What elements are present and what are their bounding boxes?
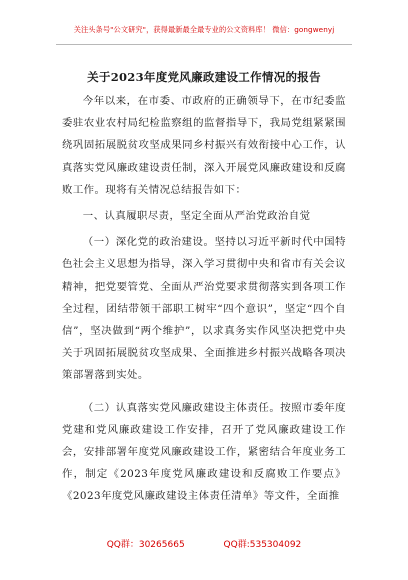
- document-body: [62, 90, 346, 508]
- footer-contact: [0, 537, 408, 550]
- intro-paragraph: 今年以来，在市委、市政府的正确领导下，在市纪委监委驻农业农村局纪检监察组的监督指导下，我局党组紧紧围绕巩固拓展脱贫攻坚成果同乡村振兴有效衔接中心工作，认真落实党风廉政建设责任制，深入开展党风廉政建设和反腐败工作。现将有关情况总结报告如下：: [62, 95, 346, 196]
- footer-qq-group-2: QQ群:535304092: [223, 540, 302, 550]
- header-banner: 关注头条号"公文研究"，获得最新最全最专业的公文资料库！ 微信：gongwenyj: [73, 25, 335, 34]
- paragraph-main-responsibility: （二）认真落实党风廉政建设主体责任。按照市委年度党建和党风廉政建设工作安排，召开了党风廉政建设工作会，安排部署年度党风廉政建设工作，紧密结合年度业务工作，制定《2023年度党风廉政建设和反腐败工作要点》《2023年度党风廉政建设主体责任清单》等文件，全面推: [62, 401, 346, 503]
- paragraph-political-building: （一）深化党的政治建设。坚持以习近平新时代中国特色社会主义思想为指导，深入学习贯彻中央和省市有关会议精神，把党要管党、全面从严治党要求贯彻落实到各项工作全过程，团结带领干部职工树牢“四个意识”，坚定“四个自信”，坚决做到“两个维护”，以求真务实作风坚决把党中央关于巩固拓展脱贫攻坚成果、全面推进乡村振兴战略各项决策部署落到实处。: [62, 236, 346, 382]
- header-divider: [56, 44, 352, 45]
- footer-qq-group-1: QQ群：30265665: [106, 540, 185, 550]
- document-title: 关于2023年度党风廉政建设工作情况的报告: [87, 70, 321, 84]
- section-heading: 一、认真履职尽责，坚定全面从严治党政治自觉: [82, 210, 311, 223]
